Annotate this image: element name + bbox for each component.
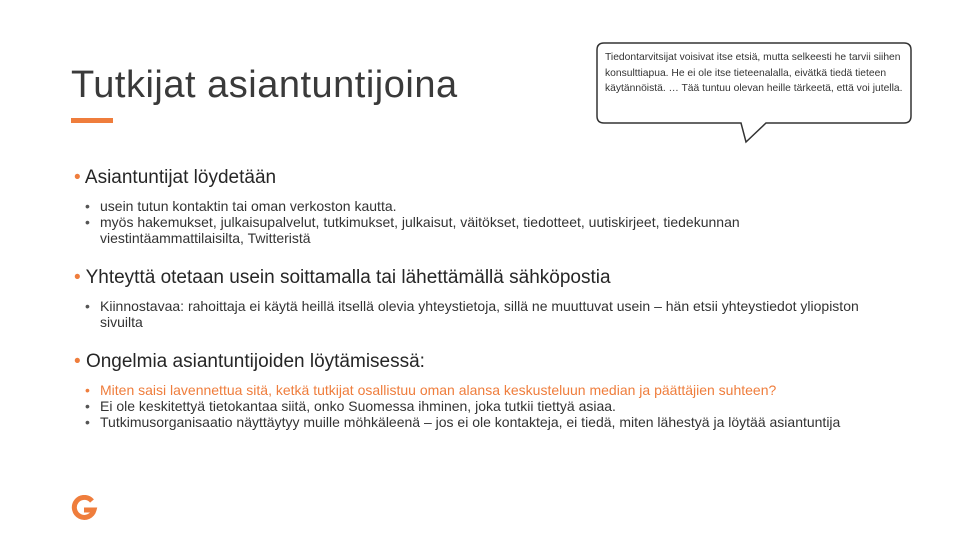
slide-body xyxy=(74,166,924,430)
list-item: • usein tutun kontaktin tai oman verkoston kautta. xyxy=(85,198,397,214)
section-1 xyxy=(74,166,924,246)
slide-title: Tutkijat asiantuntijoina xyxy=(71,64,458,106)
list-item: • Tutkimusorganisaatio näyttäytyy muille möhkäleenä – jos ei ole kontakteja, ei tiedä, miten lähestyä ja löytää asiantuntija xyxy=(85,414,841,430)
speech-bubble-text: Tiedontarvitsijat voisivat itse etsiä, mutta selkeesti he tarvii siihen konsulttiapua. He ei ole itse tieteenalalla, eivätkä tiedä tieteen käytännöistä. … Tää tuntuu olevan heille tärkeetä, että voi jutella. xyxy=(605,52,903,94)
section-heading-text: Yhteyttä otetaan usein soittamalla tai lähettämällä sähköpostia xyxy=(85,267,611,288)
section-2 xyxy=(74,266,924,330)
title-accent-bar xyxy=(71,118,113,123)
speech-bubble xyxy=(596,42,912,142)
list-item: • Kiinnostavaa: rahoittaja ei käytä heillä itsellä olevia yhteystietoja, sillä ne muuttuvat usein – hän etsii yhteystiedot yliopiston sivuilta xyxy=(85,298,859,330)
list-item: • Ei ole keskitettyä tietokantaa siitä, onko Suomessa ihminen, joka tutkii tiettyä asiaa. xyxy=(85,398,616,414)
section-heading: • Asiantuntijat löydetään xyxy=(74,167,277,188)
list-item: • Miten saisi lavennettua sitä, ketkä tutkijat osallistuu oman alansa keskusteluun median ja päättäjien suhteen? xyxy=(85,382,777,398)
section-heading: • Yhteyttä otetaan usein soittamalla tai lähettämällä sähköpostia xyxy=(74,267,611,288)
section-heading: • Ongelmia asiantuntijoiden löytämisessä: xyxy=(74,351,425,372)
section-3 xyxy=(74,350,924,430)
section-heading-text: Asiantuntijat löydetään xyxy=(84,167,277,188)
g-logo-icon xyxy=(70,495,98,521)
list-item: • myös hakemukset, julkaisupalvelut, tutkimukset, julkaisut, väitökset, tiedotteet, uutiskirjeet, tiedekunnan viestintäammattilaisilta, Twitteristä xyxy=(85,214,740,246)
section-heading-text: Ongelmia asiantuntijoiden löytämisessä: xyxy=(85,351,425,372)
